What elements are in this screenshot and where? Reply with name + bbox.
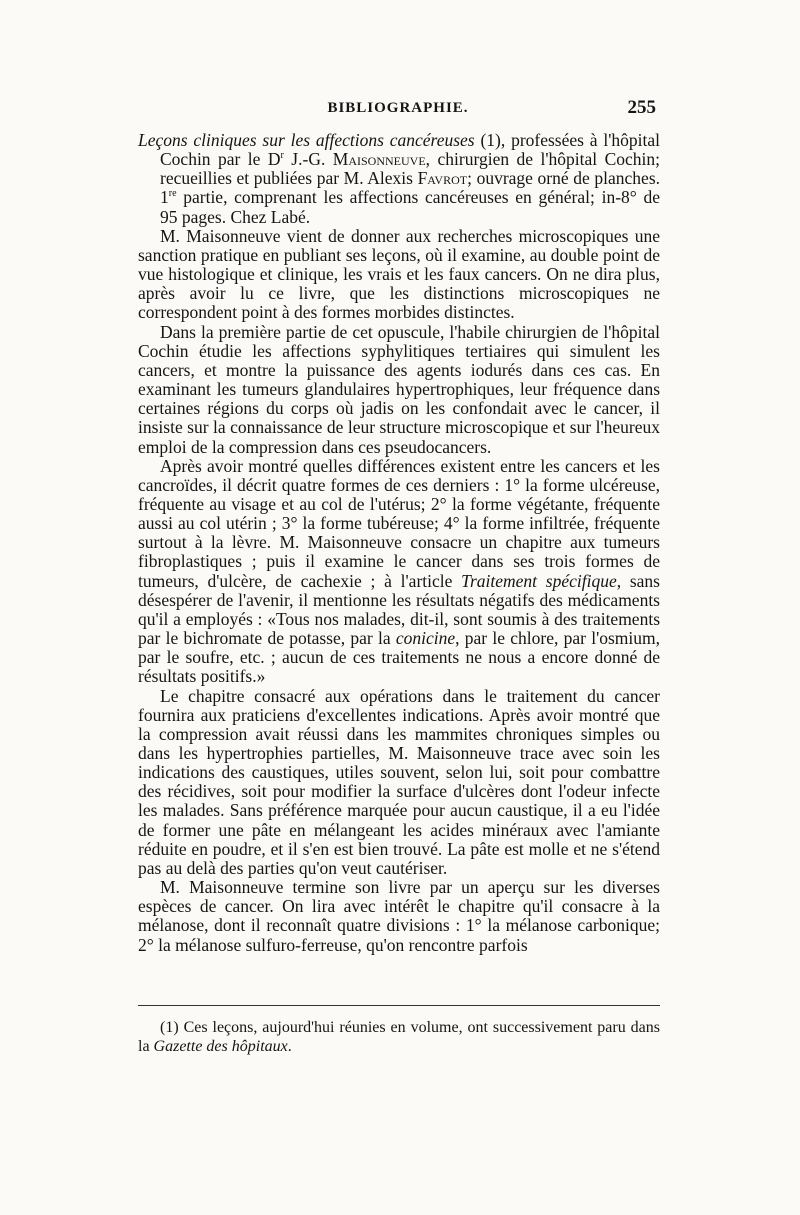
footnote-reference: (1) <box>480 130 501 150</box>
page-header <box>140 97 656 126</box>
footnote <box>138 1018 660 1056</box>
paragraph-text: , par le chlore, par l'osmium, par le soufre, etc. ; aucun de ces traitements ne nous a encore donné de résultats positifs.» <box>138 628 660 687</box>
running-title: BIBLIOGRAPHIE. <box>327 100 469 116</box>
doctor-superscript: r <box>280 150 284 162</box>
paragraph-1: M. Maisonneuve vient de donner aux recherches microscopiques une sanction pratique en publiant ses leçons, où il examine, au double point de vue histologique et clinique, les vrais et les faux cancers. On ne dira plus, après avoir lu ce livre, que les distinctions microscopiques ne correspondent point à des formes morbides distinctes. <box>138 225 660 323</box>
emphasis-traitement: Traitement spécifique <box>461 570 617 591</box>
author-name: Maisonneuve <box>332 149 426 170</box>
entry-title: Leçons cliniques sur les affections cancéreuses <box>138 130 475 150</box>
paragraph-text: , sans désespérer de l'avenir, il mentionne les résultats négatifs des médicaments qu'il a employés : «Tous nos malades, dit-il, sont soumis à des traitements par le bichromate de potasse, par la <box>138 570 660 649</box>
part-superscript: re <box>168 188 177 200</box>
footnote-divider <box>138 1005 660 1006</box>
paragraph-text: Après avoir montré quelles différences existent entre les cancers et les cancroïdes, il décrit quatre formes de ces derniers : 1° la forme ulcéreuse, fréquente au visage et au col de l'utérus; 2° la forme végétante, fréquente aussi au col utérin ; 3° la forme tubéreuse; 4° la forme infiltrée, fréquente surtout à la lèvre. M. Maisonneuve consacre un chapitre aux tumeurs fibroplastiques ; puis il examine le cancer dans ses trois formes de tumeurs, d'ulcère, de cachexie ; à l'article <box>138 455 660 591</box>
paragraph-3 <box>138 457 660 687</box>
page-number: 255 <box>627 97 656 118</box>
paragraph-4: Le chapitre consacré aux opérations dans le traitement du cancer fournira aux praticiens d'excellentes indications. Après avoir montré que la compression avait réussi dans les mammites chroniques simples ou dans les hypertrophies partielles, M. Maisonneuve trace avec soin les indications des caustiques, utiles souvent, selon lui, soit pour combattre des récidives, soit pour modifier la surface d'ulcères dont l'odeur infecte les malades. Sans préférence marquée pour aucun caustique, il a eu l'idée de former une pâte en mélangeant les acides minéraux avec l'amiante réduite en poudre, et il s'en est bien trouvé. La pâte est molle et ne s'étend pas au delà des parties qu'on veut cautériser. <box>138 685 660 878</box>
entry-text: , chirurgien de l'hôpital Cochin; recueillies et publiées par M. Alexis <box>160 149 660 189</box>
page-body <box>138 131 660 955</box>
journal-title: Gazette des hôpitaux <box>153 1038 288 1055</box>
footnote-end: . <box>287 1038 292 1055</box>
entry-text: , professées à l'hôpital Cochin par le D <box>160 130 660 170</box>
editor-name: Favrot <box>417 168 468 189</box>
entry-text: J.-G. <box>283 149 333 170</box>
bibliography-entry <box>138 131 660 227</box>
emphasis-conicine: conicine <box>395 628 456 649</box>
paragraph-2: Dans la première partie de cet opuscule, l'habile chirurgien de l'hôpital Cochin étudie les affections syphylitiques tertiaires qui simulent les cancers, et montre la puissance des agents iodurés dans ces cas. En examinant les tumeurs glandulaires hypertrophiques, leur fréquence dans certaines régions du corps où jadis on les confondait avec le cancer, il insiste sur la connaissance de leur structure microscopique et sur l'heureux emploi de la compression dans ces pseudocancers. <box>138 321 660 457</box>
paragraph-5: M. Maisonneuve termine son livre par un aperçu sur les diverses espèces de cancer. On lira avec intérêt le chapitre qu'il consacre à la mélanose, dont il reconnaît quatre divisions : 1° la mélanose carbonique; 2° la mélanose sulfuro-ferreuse, qu'on rencontre parfois <box>138 877 660 955</box>
entry-text: ; ouvrage orné de planches. 1 <box>160 168 660 208</box>
footnote-text: (1) Ces leçons, aujourd'hui réunies en volume, ont successivement paru dans la <box>138 1019 660 1055</box>
entry-text: partie, comprenant les affections cancéreuses en général; in-8° de 95 pages. Chez Labé. <box>160 187 660 227</box>
